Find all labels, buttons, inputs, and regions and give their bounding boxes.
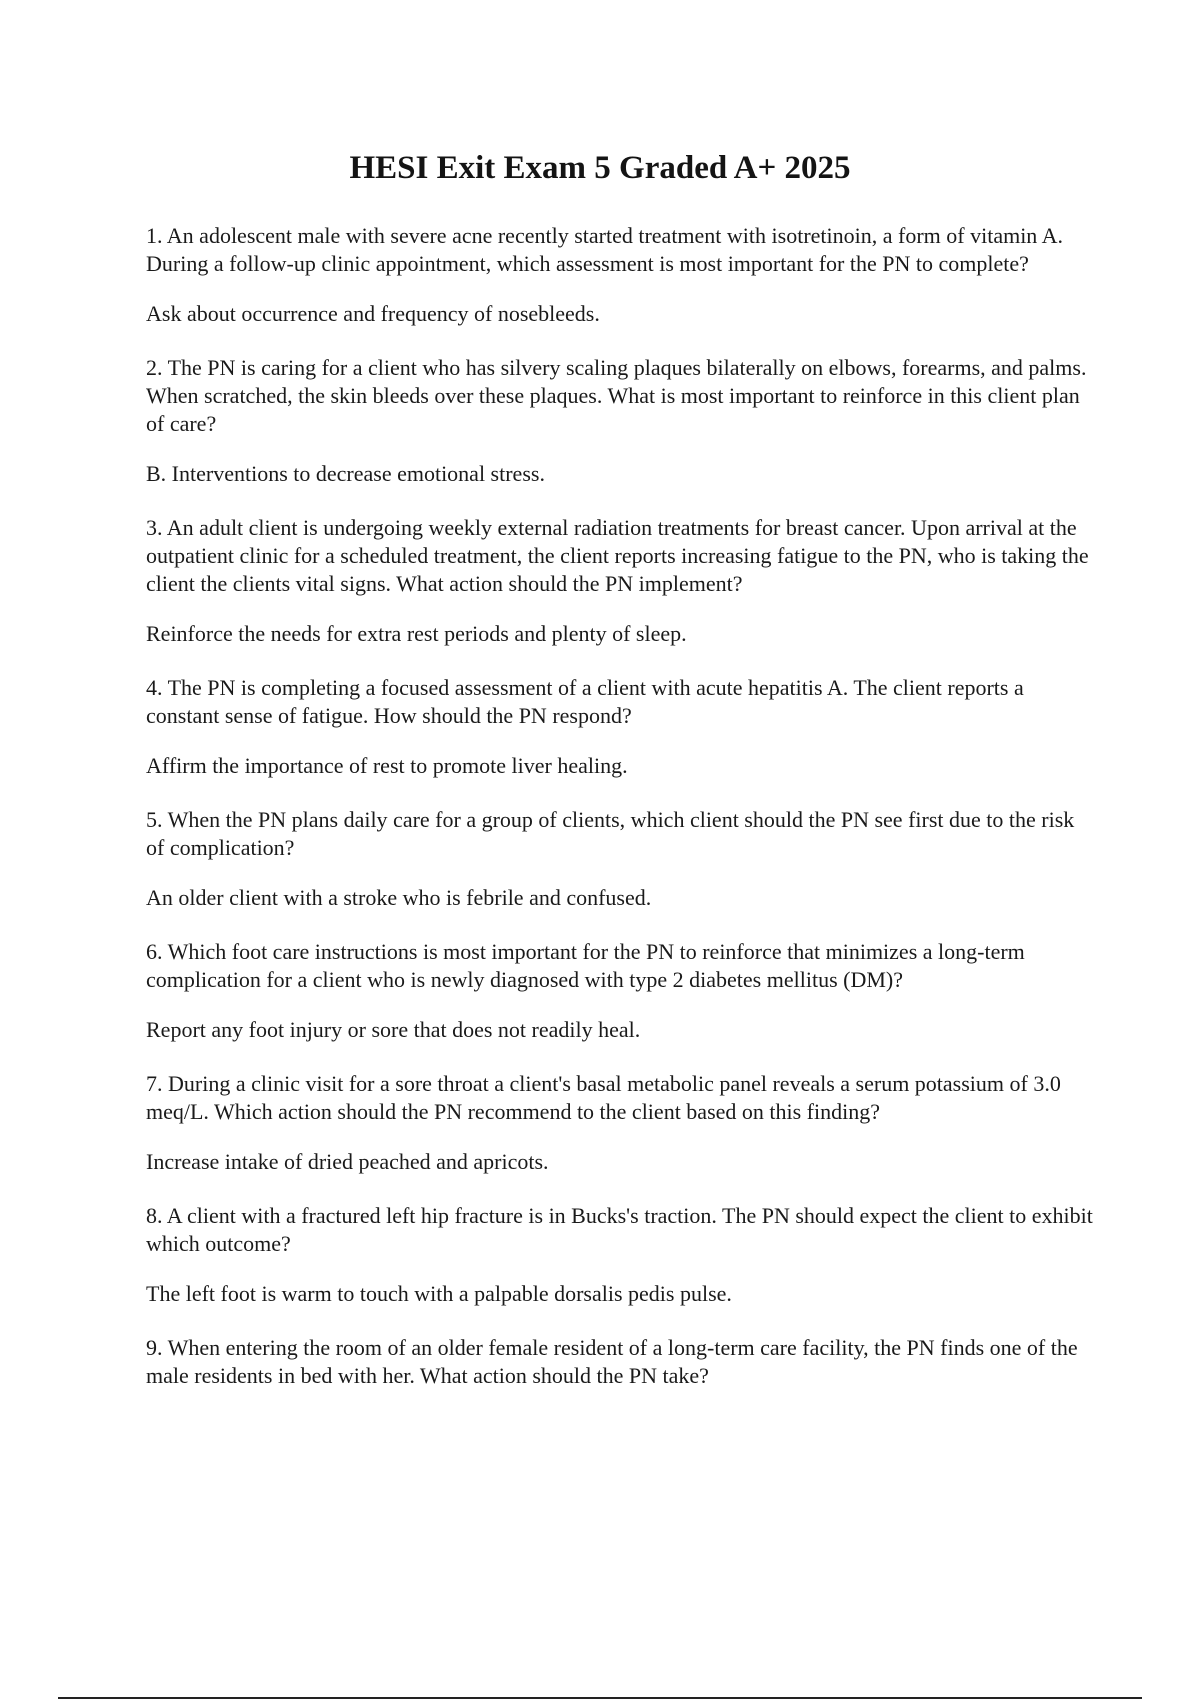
question-list (146, 222, 1096, 1416)
qa-item-2 (146, 354, 1096, 488)
qa-item-1 (146, 222, 1096, 328)
question-text: 9. When entering the room of an older female resident of a long-term care facility, the PN finds one of the male residents in bed with her. What action should the PN take? (146, 1335, 1078, 1388)
answer-text: The left foot is warm to touch with a palpable dorsalis pedis pulse. (146, 1281, 732, 1306)
qa-item-8 (146, 1202, 1096, 1308)
question-text: 2. The PN is caring for a client who has silvery scaling plaques bilaterally on elbows, forearms, and palms. When scratched, the skin bleeds over these plaques. What is most important to reinforce in this client plan of care? (146, 355, 1087, 436)
footer-divider (58, 1697, 1142, 1699)
page-title: HESI Exit Exam 5 Graded A+ 2025 (349, 150, 851, 186)
answer-text: An older client with a stroke who is febrile and confused. (146, 885, 652, 910)
answer-text: Increase intake of dried peached and apricots. (146, 1149, 549, 1174)
qa-item-5 (146, 806, 1096, 912)
question-text: 7. During a clinic visit for a sore throat a client's basal metabolic panel reveals a serum potassium of 3.0 meq/L. Which action should the PN recommend to the client based on this finding? (146, 1071, 1061, 1124)
question-text: 6. Which foot care instructions is most important for the PN to reinforce that minimizes a long-term complication for a client who is newly diagnosed with type 2 diabetes mellitus (DM)? (146, 939, 1025, 992)
question-text: 5. When the PN plans daily care for a group of clients, which client should the PN see first due to the risk of complication? (146, 807, 1075, 860)
answer-text: Report any foot injury or sore that does not readily heal. (146, 1017, 641, 1042)
qa-item-6 (146, 938, 1096, 1044)
answer-text: Affirm the importance of rest to promote liver healing. (146, 753, 628, 778)
answer-text: B. Interventions to decrease emotional stress. (146, 461, 545, 486)
answer-text: Reinforce the needs for extra rest periods and plenty of sleep. (146, 621, 687, 646)
qa-item-9 (146, 1334, 1096, 1390)
qa-item-3 (146, 514, 1096, 648)
qa-item-4 (146, 674, 1096, 780)
question-text: 4. The PN is completing a focused assessment of a client with acute hepatitis A. The client reports a constant sense of fatigue. How should the PN respond? (146, 675, 1024, 728)
question-text: 3. An adult client is undergoing weekly external radiation treatments for breast cancer. Upon arrival at the outpatient clinic for a scheduled treatment, the client reports increasing fatigue to the PN, who is taking the client the clients vital signs. What action should the PN implement? (146, 515, 1089, 596)
answer-text: Ask about occurrence and frequency of nosebleeds. (146, 301, 600, 326)
question-text: 8. A client with a fractured left hip fracture is in Bucks's traction. The PN should expect the client to exhibit which outcome? (146, 1203, 1093, 1256)
question-text: 1. An adolescent male with severe acne recently started treatment with isotretinoin, a form of vitamin A. During a follow-up clinic appointment, which assessment is most important for the PN to complete? (146, 223, 1063, 276)
qa-item-7 (146, 1070, 1096, 1176)
